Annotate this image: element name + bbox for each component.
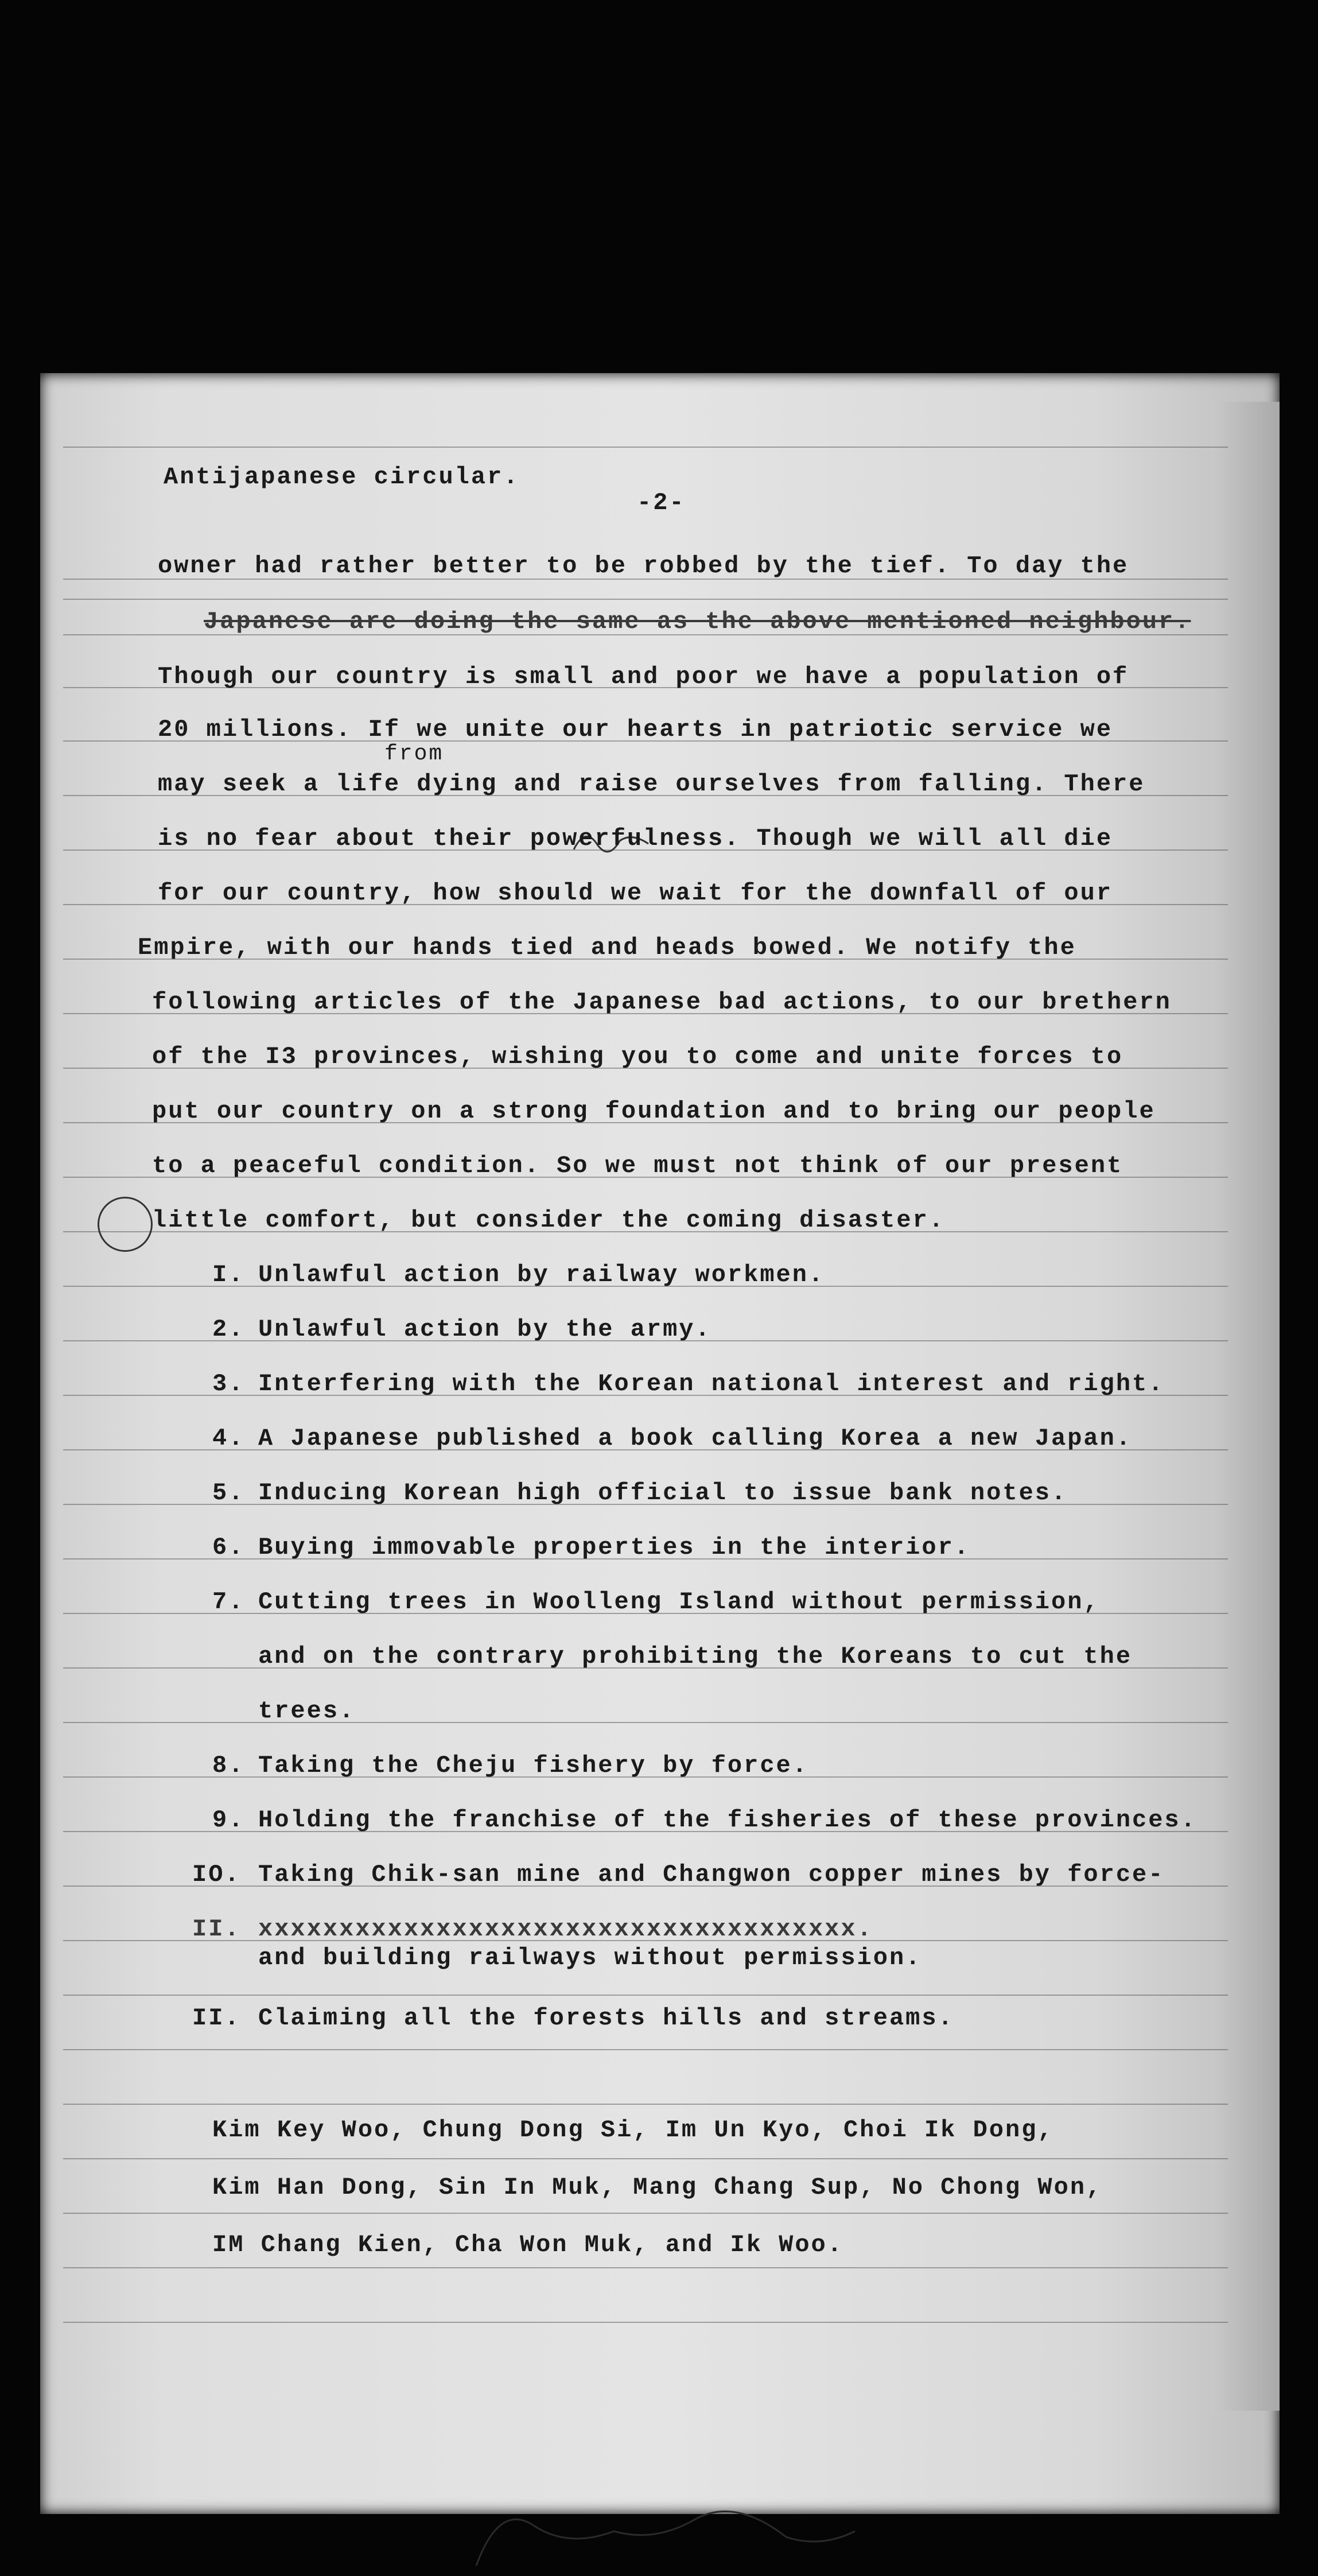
document-page <box>40 373 1280 2514</box>
list-item: Unlawful action by the army. <box>258 1316 712 1343</box>
pencil-circle-mark <box>98 1197 153 1252</box>
body-line: Empire, with our hands tied and heads bowed. We notify the <box>138 934 1076 961</box>
body-line: following articles of the Japanese bad actions, to our brethern <box>152 988 1172 1016</box>
signatories-line: Kim Han Dong, Sin In Muk, Mang Chang Sup, No Chong Won, <box>212 2174 1103 2201</box>
list-number: IO. <box>192 1861 241 1888</box>
guide-line <box>63 2049 1228 2050</box>
body-line: is no fear about their powerfulness. Though we will all die <box>158 825 1113 852</box>
body-line: put our country on a strong foundation and to bring our people <box>152 1097 1156 1125</box>
page-number: -2- <box>637 489 686 517</box>
body-line-struck: Japanese are doing the same as the above mentioned neighbour. <box>204 608 1191 635</box>
guide-line <box>63 1722 1228 1723</box>
body-line: owner had rather better to be robbed by the tief. To day the <box>158 552 1129 580</box>
list-item-continued: trees. <box>258 1697 356 1725</box>
list-item: Claiming all the forests hills and streams. <box>258 2004 954 2032</box>
body-line: for our country, how should we wait for the downfall of our <box>158 879 1113 907</box>
list-item: Inducing Korean high official to issue bank notes. <box>258 1479 1068 1507</box>
list-item: Cutting trees in Woolleng Island without permission, <box>258 1588 1100 1616</box>
list-item: Taking the Cheju fishery by force. <box>258 1752 808 1779</box>
list-item: Taking Chik-san mine and Changwon copper mines by force- <box>258 1861 1165 1888</box>
guide-line <box>63 2104 1228 2105</box>
guide-line <box>63 447 1228 448</box>
list-item: Unlawful action by railway workmen. <box>258 1261 825 1289</box>
list-number: 7. <box>212 1588 245 1616</box>
list-number: 2. <box>212 1316 245 1343</box>
list-item-continued: and on the contrary prohibiting the Koreans to cut the <box>258 1643 1133 1670</box>
list-number-struck: II. <box>192 1915 241 1943</box>
list-number: 3. <box>212 1370 245 1398</box>
guide-line <box>63 2213 1228 2214</box>
guide-line <box>63 1995 1228 1996</box>
list-item-struck-out: xxxxxxxxxxxxxxxxxxxxxxxxxxxxxxxxxxxxx. <box>258 1915 873 1943</box>
interlinear-insertion: from <box>384 742 444 766</box>
signatories-line: IM Chang Kien, Cha Won Muk, and Ik Woo. <box>212 2231 843 2259</box>
body-line: may seek a life dying and raise ourselves from falling. There <box>158 770 1145 798</box>
list-item: Holding the franchise of the fisheries of these provinces. <box>258 1806 1197 1834</box>
list-item: Interfering with the Korean national interest and right. <box>258 1370 1165 1398</box>
list-number: I. <box>212 1261 245 1289</box>
list-number: 9. <box>212 1806 245 1834</box>
guide-line <box>63 2322 1228 2323</box>
body-line: 20 millions. If we unite our hearts in patriotic service we <box>158 716 1113 743</box>
pencil-scribble-mark <box>465 2480 866 2571</box>
document-title: Antijapanese circular. <box>164 463 520 491</box>
body-line: of the I3 provinces, wishing you to come and unite forces to <box>152 1043 1123 1070</box>
list-number: 5. <box>212 1479 245 1507</box>
paper-edge-shadow <box>1211 402 1280 2411</box>
signatories-line: Kim Key Woo, Chung Dong Si, Im Un Kyo, Choi Ik Dong, <box>212 2116 1054 2144</box>
body-line: Though our country is small and poor we have a population of <box>158 663 1129 690</box>
guide-line <box>63 599 1228 600</box>
list-number: 4. <box>212 1425 245 1452</box>
body-line: little comfort, but consider the coming disaster. <box>152 1206 946 1234</box>
body-line: to a peaceful condition. So we must not think of our present <box>152 1152 1123 1180</box>
list-number: 8. <box>212 1752 245 1779</box>
list-number: II. <box>192 2004 241 2032</box>
list-number: 6. <box>212 1534 245 1561</box>
guide-line <box>63 2267 1228 2268</box>
list-item: A Japanese published a book calling Korea a new Japan. <box>258 1425 1133 1452</box>
guide-line <box>63 2158 1228 2159</box>
list-item-continued: and building railways without permission. <box>258 1944 922 1972</box>
list-item: Buying immovable properties in the interior. <box>258 1534 970 1561</box>
